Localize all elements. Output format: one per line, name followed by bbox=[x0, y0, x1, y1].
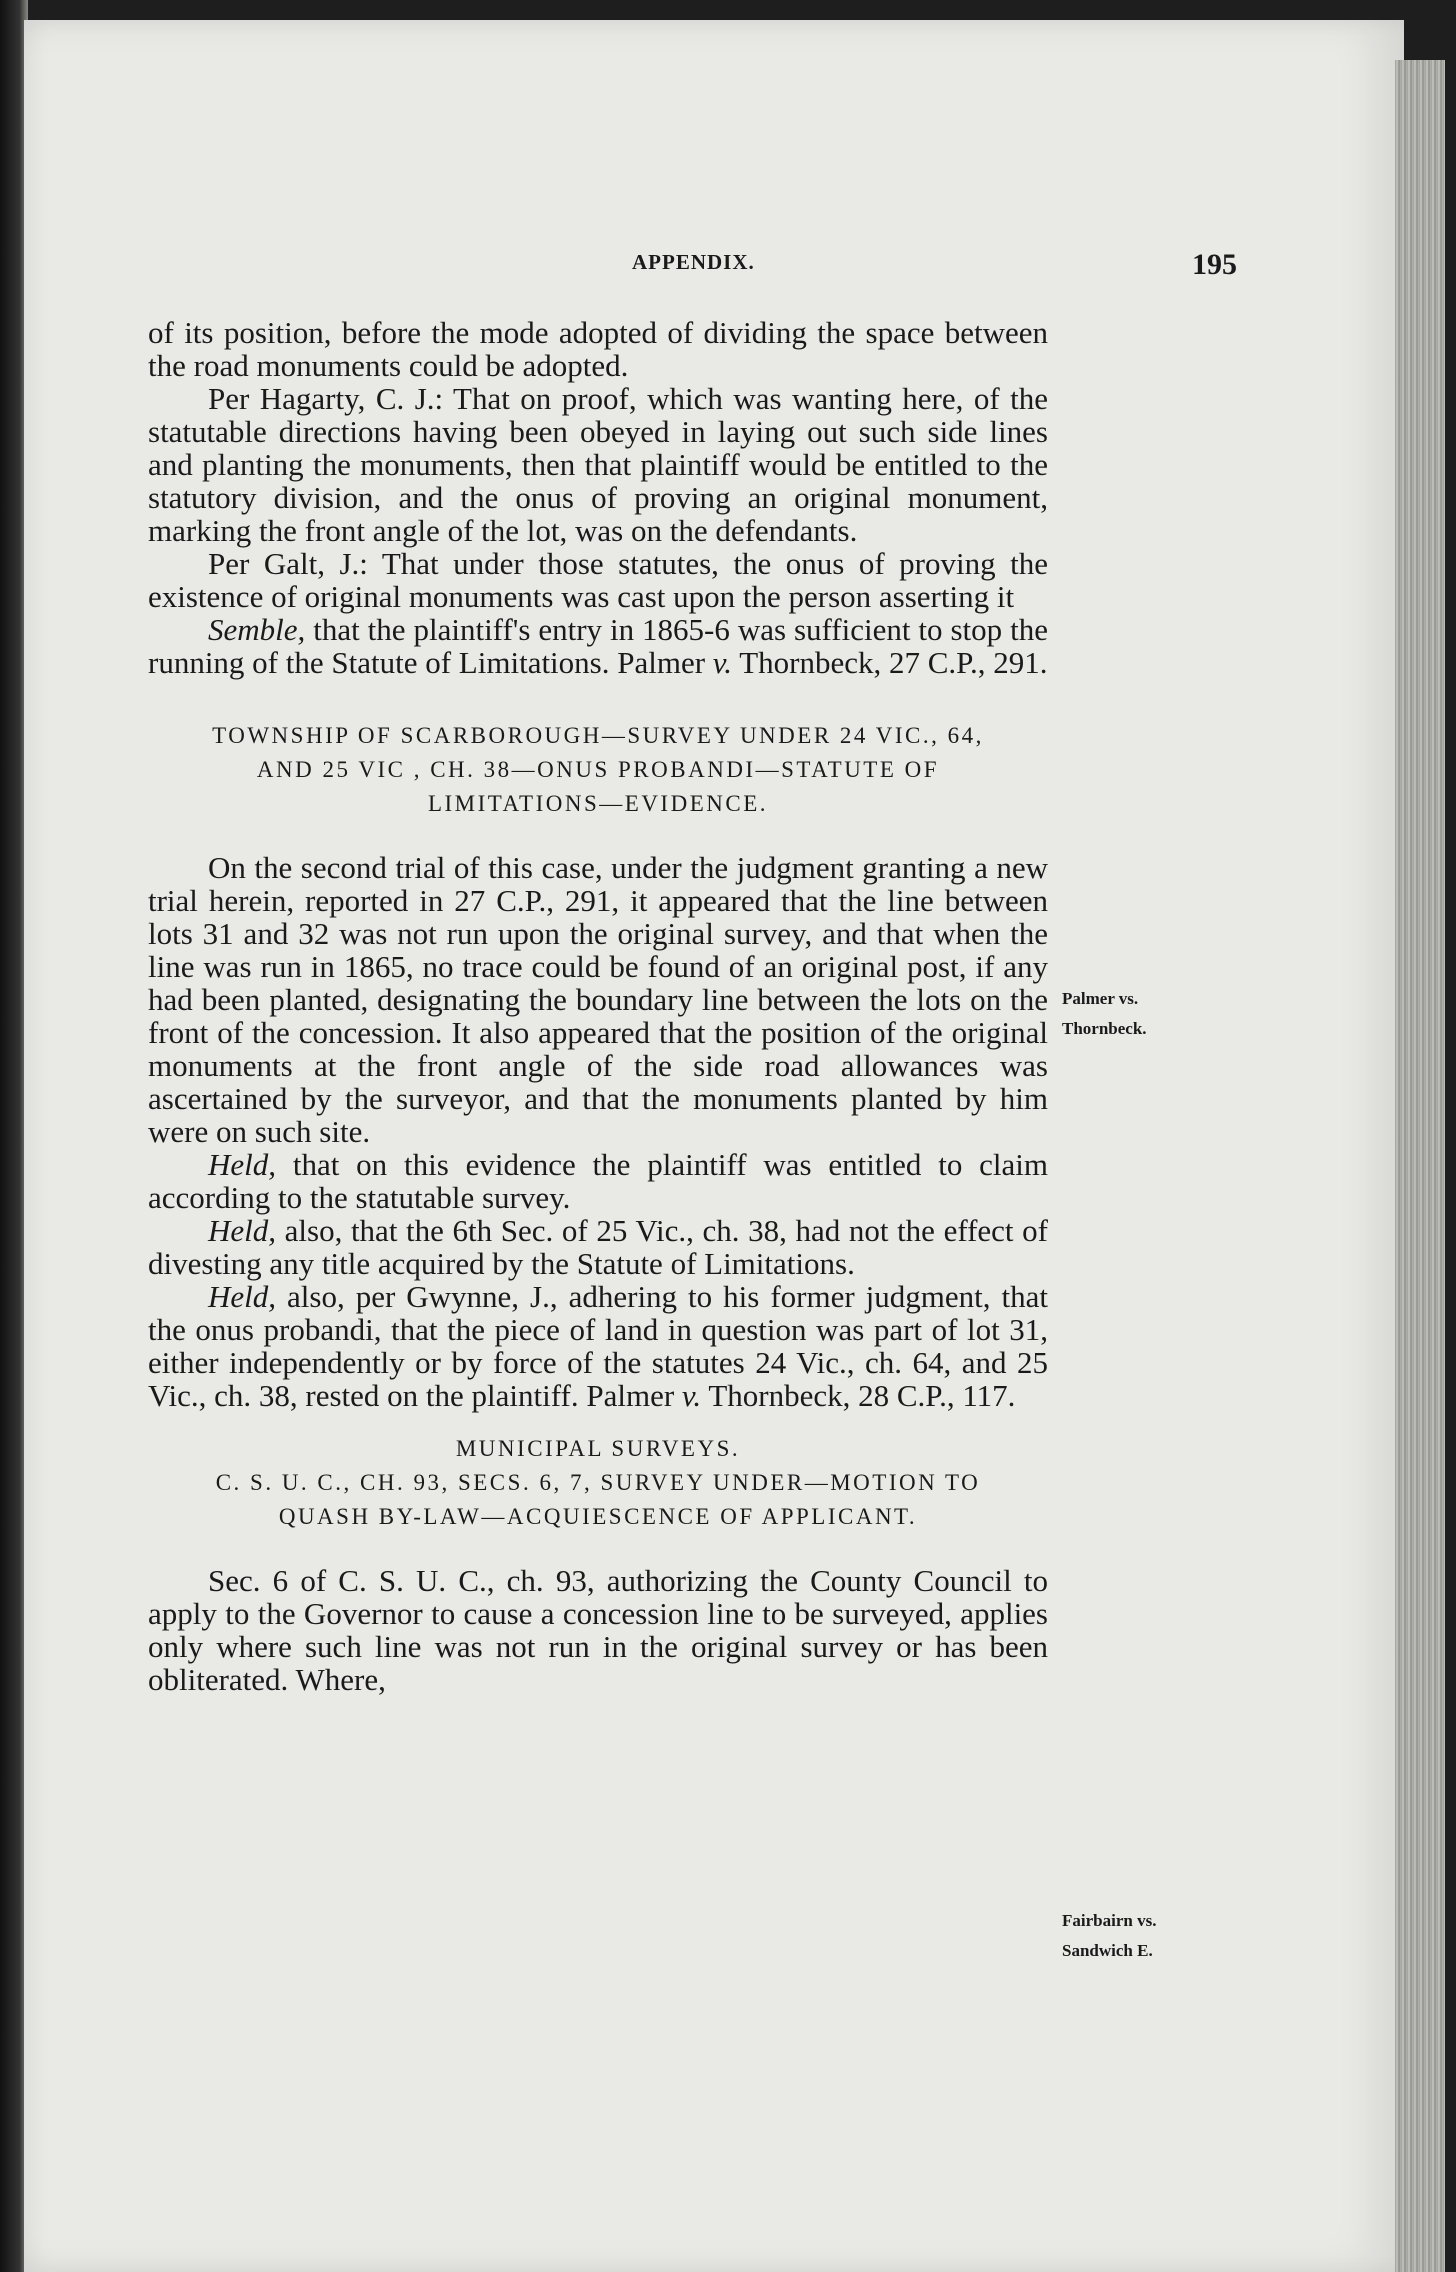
section-heading bbox=[148, 1432, 1048, 1534]
citation: Thornbeck, 27 C.P., 291. bbox=[732, 645, 1048, 680]
margin-note-line: Sandwich E. bbox=[1062, 1941, 1153, 1960]
page-body bbox=[148, 316, 1048, 1696]
heading-line: TOWNSHIP OF SCARBOROUGH—SURVEY UNDER 24 VIC., 64, bbox=[212, 723, 984, 748]
paragraph: of its position, before the mode adopted of dividing the space between the road monuments could be adopted. bbox=[148, 315, 1048, 383]
versus-label: v. bbox=[712, 645, 733, 680]
margin-note-line: Palmer vs. bbox=[1062, 989, 1139, 1008]
paragraph bbox=[148, 1148, 1048, 1214]
paragraph bbox=[148, 613, 1048, 679]
paragraph-text: also, that the 6th Sec. of 25 Vic., ch. 38, had not the effect of divesting any title acquired by the Statute of Limitations. bbox=[148, 1213, 1048, 1281]
margin-note-line: Thornbeck. bbox=[1062, 1019, 1147, 1038]
paragraph-text: that the plaintiff's entry in 1865-6 was sufficient to stop the running of the Statute of Limitations. Palmer bbox=[148, 612, 1048, 680]
citation: Thornbeck, 28 C.P., 117. bbox=[701, 1378, 1016, 1413]
semble-label: Semble, bbox=[208, 612, 306, 647]
paragraph: Sec. 6 of C. S. U. C., ch. 93, authorizing the County Council to apply to the Governor to cause a concession line to be surveyed, applies only where such line was not run in the original survey or has been obliterated. Where, bbox=[148, 1563, 1048, 1697]
paragraph: Per Galt, J.: That under those statutes, the onus of proving the existence of original monuments was cast upon the person asserting it bbox=[148, 546, 1048, 614]
heading-line: C. S. U. C., CH. 93, SECS. 6, 7, SURVEY UNDER—MOTION TO bbox=[215, 1470, 981, 1495]
heading-line: QUASH BY-LAW—ACQUIESCENCE OF APPLICANT. bbox=[278, 1504, 918, 1529]
page-number: 195 bbox=[1192, 248, 1237, 281]
paragraph bbox=[148, 1280, 1048, 1412]
margin-note bbox=[1062, 984, 1147, 1044]
margin-note bbox=[1062, 1906, 1156, 1966]
held-label: Held, bbox=[208, 1147, 277, 1182]
paragraph bbox=[148, 1214, 1048, 1280]
paragraph-text: also, per Gwynne, J., adhering to his former judgment, that the onus probandi, that the piece of land in question was part of lot 31, either independently or by force of the statutes 24 Vic., ch. 64, and 25 Vic., ch. 38, rested on the plaintiff. Palmer bbox=[148, 1279, 1048, 1413]
held-label: Held, bbox=[208, 1279, 277, 1314]
section-title: MUNICIPAL SURVEYS. bbox=[455, 1436, 741, 1461]
margin-note-line: Fairbairn vs. bbox=[1062, 1911, 1157, 1930]
versus-label: v. bbox=[681, 1378, 702, 1413]
running-title: APPENDIX. bbox=[632, 250, 755, 274]
paragraph-text: that on this evidence the plaintiff was entitled to claim according to the statutable survey. bbox=[148, 1147, 1048, 1215]
heading-line: LIMITATIONS—EVIDENCE. bbox=[427, 791, 769, 816]
held-label: Held, bbox=[208, 1213, 277, 1248]
section-heading bbox=[148, 719, 1048, 821]
page-edges bbox=[1395, 60, 1445, 2272]
paragraph: On the second trial of this case, under the judgment granting a new trial herein, reported in 27 C.P., 291, it appeared that the line between lots 31 and 32 was not run upon the original survey, and that when the line was run in 1865, no trace could be found of an original post, if any had been planted, designating the boundary line between the lots on the front of the concession. It also appeared that the position of the original monuments at the front angle of the side road allowances was ascertained by the surveyor, and that the monuments planted by him were on such site. bbox=[148, 850, 1048, 1149]
heading-line: AND 25 VIC , CH. 38—ONUS PROBANDI—STATUTE OF bbox=[256, 757, 940, 782]
paragraph: Per Hagarty, C. J.: That on proof, which was wanting here, of the statutable directions having been obeyed in laying out such side lines and planting the monuments, then that plaintiff would be entitled to the statutory division, and the onus of proving an original monument, marking the front angle of the lot, was on the defendants. bbox=[148, 381, 1048, 548]
